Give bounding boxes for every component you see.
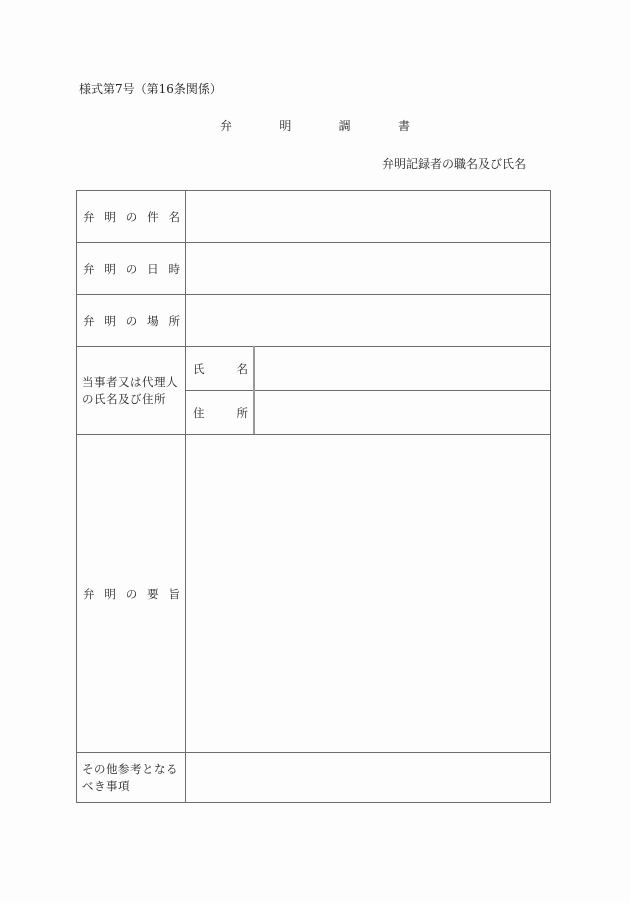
label-char: 明 xyxy=(104,313,116,328)
recorder-label: 弁明記録者の職名及び氏名 xyxy=(382,157,527,171)
label-char: 所 xyxy=(168,313,180,328)
other-label-line2: べき事項 xyxy=(82,779,130,793)
label-char: 弁 xyxy=(83,313,95,328)
title-char: 弁 xyxy=(220,119,233,133)
label-char: 要 xyxy=(147,586,159,601)
label-char: 明 xyxy=(104,586,116,601)
label-char: 日 xyxy=(147,261,159,276)
label-char: 旨 xyxy=(168,586,180,601)
sub-column-divider xyxy=(253,346,255,434)
label-char: 時 xyxy=(168,261,180,276)
form-table xyxy=(76,190,551,803)
party-address-label xyxy=(193,391,248,434)
label-char: 名 xyxy=(236,361,248,376)
party-address-field[interactable] xyxy=(256,391,549,434)
subject-field[interactable] xyxy=(187,191,549,242)
subject-label xyxy=(83,191,180,242)
label-char: の xyxy=(125,209,138,224)
label-char: の xyxy=(125,313,138,328)
column-divider xyxy=(185,191,186,802)
other-field[interactable] xyxy=(187,753,549,802)
label-char: の xyxy=(125,261,138,276)
label-char: 件 xyxy=(147,209,159,224)
summary-label xyxy=(83,435,180,752)
label-char: 所 xyxy=(236,405,248,420)
place-label xyxy=(83,295,180,346)
title-char: 調 xyxy=(338,119,351,133)
place-field[interactable] xyxy=(187,295,549,346)
label-char: 明 xyxy=(104,209,116,224)
party-name-field[interactable] xyxy=(256,347,549,390)
summary-field[interactable] xyxy=(187,435,549,752)
party-label-line2: の氏名及び住所 xyxy=(82,391,166,406)
document-title xyxy=(220,117,410,134)
label-char: 名 xyxy=(168,209,180,224)
label-char: 弁 xyxy=(83,586,95,601)
party-name-label xyxy=(193,347,248,390)
other-label-line1: その他参考となる xyxy=(82,762,178,776)
party-label-line1: 当事者又は代理人 xyxy=(82,374,178,389)
title-char: 書 xyxy=(397,119,410,133)
label-char: 弁 xyxy=(83,209,95,224)
party-label xyxy=(82,347,184,434)
label-char: 住 xyxy=(193,405,205,420)
form-number: 様式第7号（第16条関係） xyxy=(79,82,222,96)
label-char: 明 xyxy=(104,261,116,276)
label-char: 弁 xyxy=(83,261,95,276)
label-char: の xyxy=(125,586,138,601)
other-label xyxy=(82,753,184,803)
title-char: 明 xyxy=(279,119,292,133)
label-char: 氏 xyxy=(193,361,205,376)
datetime-label xyxy=(83,243,180,294)
datetime-field[interactable] xyxy=(187,243,549,294)
label-char: 場 xyxy=(147,313,159,328)
